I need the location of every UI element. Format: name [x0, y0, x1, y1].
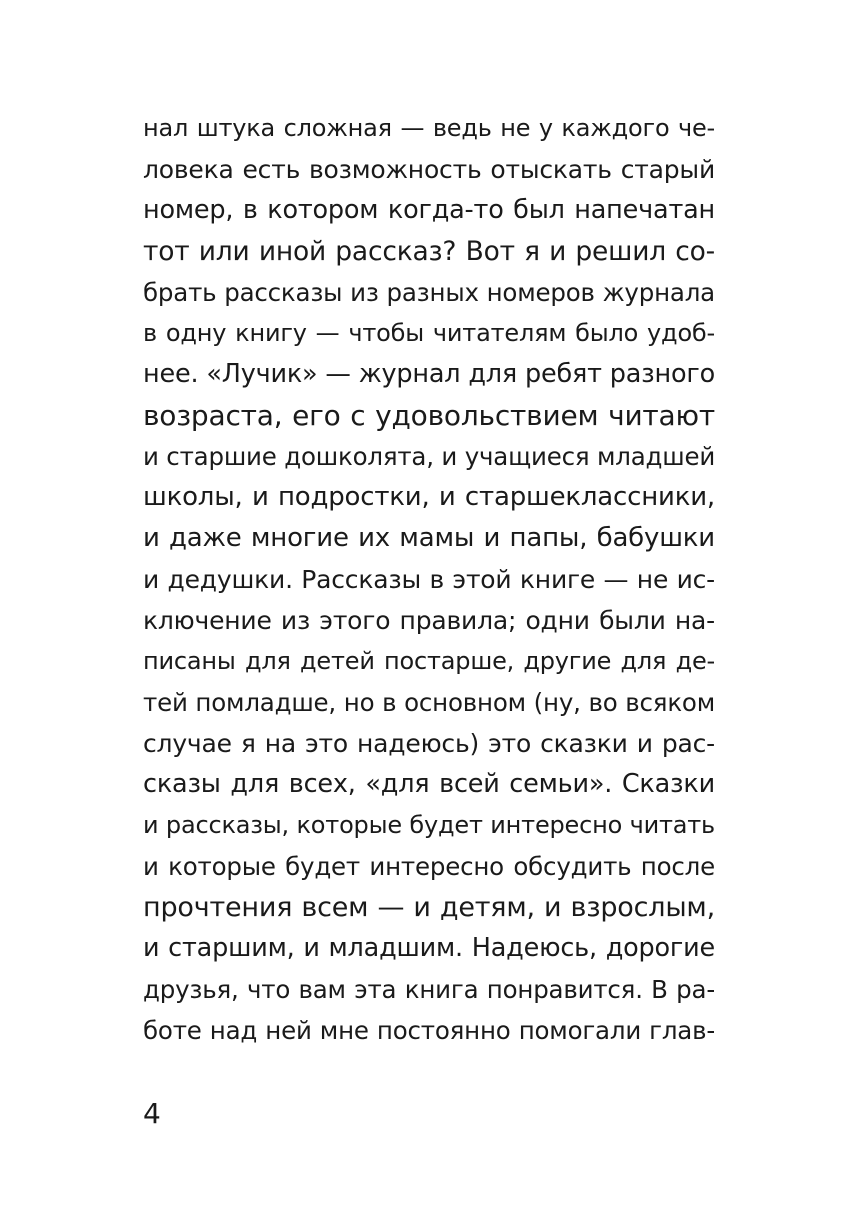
text-line: ключение из этого правила; одни были на-	[143, 606, 715, 635]
text-line: ловека есть возможность отыскать старый	[143, 155, 715, 184]
text-line: боте над ней мне постоянно помогали глав-	[143, 1016, 715, 1045]
text-line: случае я на это надеюсь) это сказки и рас-	[143, 729, 715, 758]
text-line: и рассказы, которые будет интересно читать	[143, 811, 715, 839]
text-line: тей помладше, но в основном (ну, во всяком	[143, 688, 715, 717]
text-line: тот или иной рассказ? Вот я и решил со-	[143, 236, 715, 267]
text-line: возраста, его с удовольствием читают	[143, 399, 715, 432]
text-line: и даже многие их мамы и папы, бабушки	[143, 523, 715, 553]
text-line: и которые будет интересно обсудить после	[143, 852, 715, 881]
text-line: сказы для всех, «для всей семьи». Сказки	[143, 769, 715, 799]
text-line: и старшие дошколята, и учащиеся младшей	[143, 442, 715, 471]
text-line: нал штука сложная — ведь не у каждого че-	[143, 114, 715, 142]
text-line: в одну книгу — чтобы читателям было удоб-	[143, 319, 715, 347]
text-line: друзья, что вам эта книга понравится. В ра-	[143, 975, 715, 1004]
text-line: нее. «Лучик» — журнал для ребят разного	[143, 359, 715, 389]
text-line: и старшим, и младшим. Надеюсь, дорогие	[143, 933, 715, 963]
text-line: школы, и подростки, и старшеклассники,	[143, 482, 715, 512]
body-text	[143, 108, 715, 1051]
text-line: писаны для детей постарше, другие для де-	[143, 647, 715, 675]
page-number: 4	[143, 1097, 161, 1130]
text-line: номер, в котором когда-то был напечатан	[143, 195, 715, 225]
text-line: и дедушки. Рассказы в этой книге — не ис-	[143, 565, 715, 594]
text-line: брать рассказы из разных номеров журнала	[143, 278, 715, 307]
text-line: прочтения всем — и детям, и взрослым,	[143, 892, 715, 923]
